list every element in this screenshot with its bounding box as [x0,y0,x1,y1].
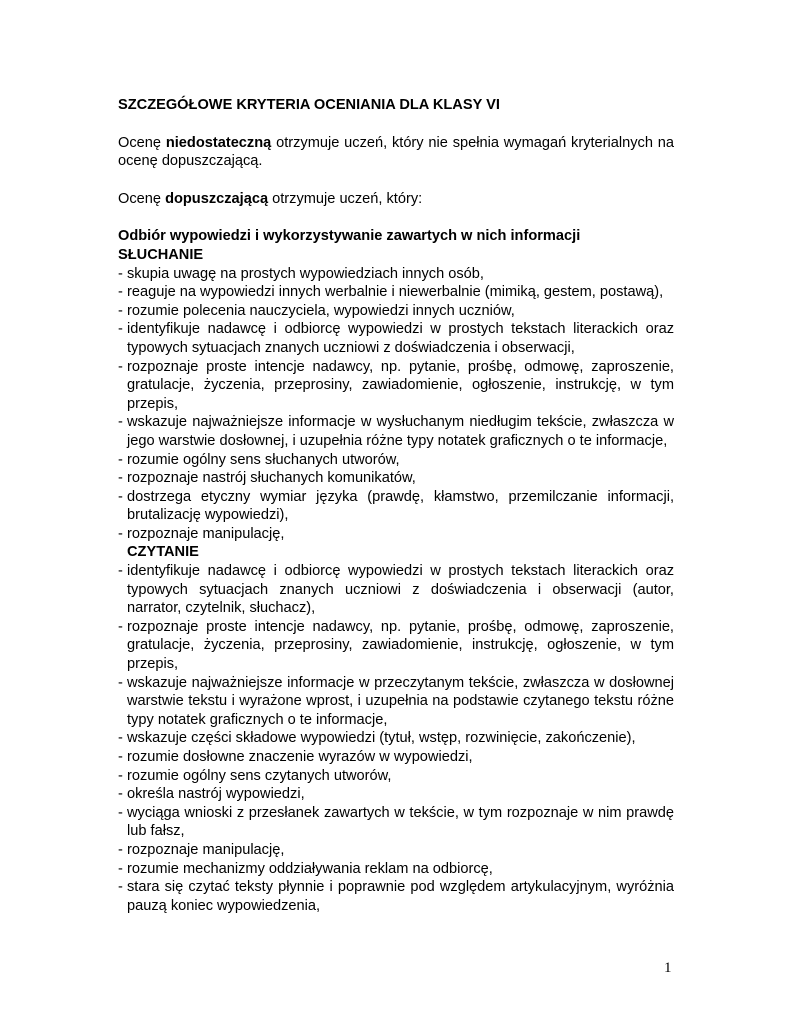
paragraph-dopuszczajaca [118,190,674,209]
list-item [118,451,674,470]
list-dash: - [118,488,123,505]
list-dash: - [118,879,123,896]
list-dash: - [118,414,123,431]
page-number: 1 [664,960,672,976]
list-dash: - [118,302,123,319]
list-dash: - [118,767,123,784]
list-item-text: rozpoznaje proste intencje nadawcy, np. pytanie, prośbę, odmowę, zaproszenie, gratulacje, życzenia, przeprosiny, zawiadomienie, ogłoszenie, instrukcję, w tym przepis, [127,358,674,412]
list-item-text: dostrzega etyczny wymiar języka (prawdę, kłamstwo, przemilczanie informacji, brutalizację wypowiedzi), [127,488,674,524]
p1-before: Ocenę [118,134,166,151]
p2-before: Ocenę [118,190,166,207]
list-item-text: wskazuje najważniejsze informacje w wysłuchanym niedługim tekście, zwłaszcza w jego warstwie dosłownej, i uzupełnia różne typy notatek graficznych o te informacje, [127,414,674,449]
czytanie-heading: CZYTANIE [127,544,199,561]
list-item-text: identyfikuje nadawcę i odbiorcę wypowiedzi w prostych tekstach literackich oraz typowych sytuacjach znanych uczniowi z doświadczenia i obserwacji, [127,321,674,356]
list-item-text: wskazuje najważniejsze informacje w przeczytanym tekście, zwłaszcza w dosłownej warstwie tekstu i wyrażone wprost, i uzupełnia na podstawie czytanego tekstu różne typy notatek graficznych o te informacje, [127,674,674,728]
list-dash: - [118,470,123,487]
document-title: SZCZEGÓŁOWE KRYTERIA OCENIANIA DLA KLASY VI [118,97,500,113]
list-item-text: rozumie polecenia nauczyciela, wypowiedzi innych uczniów, [127,302,515,319]
list-dash: - [118,525,123,542]
p2-after: otrzymuje uczeń, który: [268,190,423,207]
list-item-text: skupia uwagę na prostych wypowiedziach innych osób, [127,265,484,282]
list-item-text: wyciąga wnioski z przesłanek zawartych w tekście, w tym rozpoznaje w nim prawdę lub fałsz, [127,804,674,840]
list-dash: - [118,786,123,803]
sluchanie-list [118,265,674,544]
list-dash: - [118,618,123,635]
list-item-text: rozumie mechanizmy oddziaływania reklam na odbiorcę, [127,860,493,877]
list-item [118,841,674,860]
list-dash: - [118,358,123,375]
list-item-text: rozumie ogólny sens słuchanych utworów, [127,451,400,468]
list-dash: - [118,674,123,691]
list-item [118,729,674,748]
list-item-text: reaguje na wypowiedzi innych werbalnie i niewerbalnie (mimiką, gestem, postawą), [127,284,664,301]
list-dash: - [118,804,123,821]
list-dash: - [118,860,123,877]
list-item [118,674,674,730]
p2-bold: dopuszczającą [165,190,269,207]
list-item-text: rozpoznaje nastrój słuchanych komunikatów, [127,470,416,487]
sluchanie-heading: SŁUCHANIE [118,246,204,263]
list-item [118,302,674,321]
list-dash: - [118,841,123,858]
list-item [118,358,674,414]
p1-bold: niedostateczną [165,134,272,151]
list-item [118,748,674,767]
list-item [118,283,674,302]
list-item [118,525,674,544]
czytanie-list [118,562,674,915]
list-item [118,878,674,915]
list-item [118,469,674,488]
list-dash: - [118,265,123,282]
list-item [118,320,674,357]
list-item [118,562,674,618]
list-item [118,265,674,284]
list-dash: - [118,451,123,468]
list-item [118,618,674,674]
list-item-text: stara się czytać teksty płynnie i poprawnie pod względem artykulacyjnym, wyróżnia pauzą koniec wypowiedzenia, [127,879,674,914]
list-dash: - [118,284,123,301]
list-dash: - [118,730,123,747]
list-item-text: identyfikuje nadawcę i odbiorcę wypowiedzi w prostych tekstach literackich oraz typowych sytuacjach znanych uczniowi z doświadczenia i obserwacji (autor, narrator, czytelnik, słuchacz), [127,563,674,617]
list-item-text: rozpoznaje proste intencje nadawcy, np. pytanie, prośbę, odmowę, zaproszenie, gratulacje, życzenia, przeprosiny, zawiadomienie, instrukcję, ogłoszenie, w tym przepis, [127,618,674,673]
paragraph-niedostateczna [118,134,674,171]
list-item-text: rozumie ogólny sens czytanych utworów, [127,767,392,784]
list-item [118,860,674,879]
list-item [118,488,674,525]
list-item-text: wskazuje części składowe wypowiedzi (tytuł, wstęp, rozwinięcie, zakończenie), [127,730,636,747]
list-dash: - [118,749,123,765]
list-dash: - [118,321,123,338]
p1-after: otrzymuje uczeń, który nie spełnia wymagań kryterialnych na ocenę dopuszczającą. [118,134,675,170]
list-item-text: rozpoznaje manipulację, [127,525,285,542]
list-item [118,413,674,450]
list-item-text: określa nastrój wypowiedzi, [127,786,305,803]
list-item [118,767,674,786]
document-page [118,96,674,915]
section-heading: Odbiór wypowiedzi i wykorzystywanie zawartych w nich informacji [118,228,581,245]
list-item-text: rozpoznaje manipulację, [127,841,285,858]
list-item [118,804,674,841]
list-item-text: rozumie dosłowne znaczenie wyrazów w wypowiedzi, [127,749,473,765]
list-item [118,785,674,804]
list-dash: - [118,563,123,580]
